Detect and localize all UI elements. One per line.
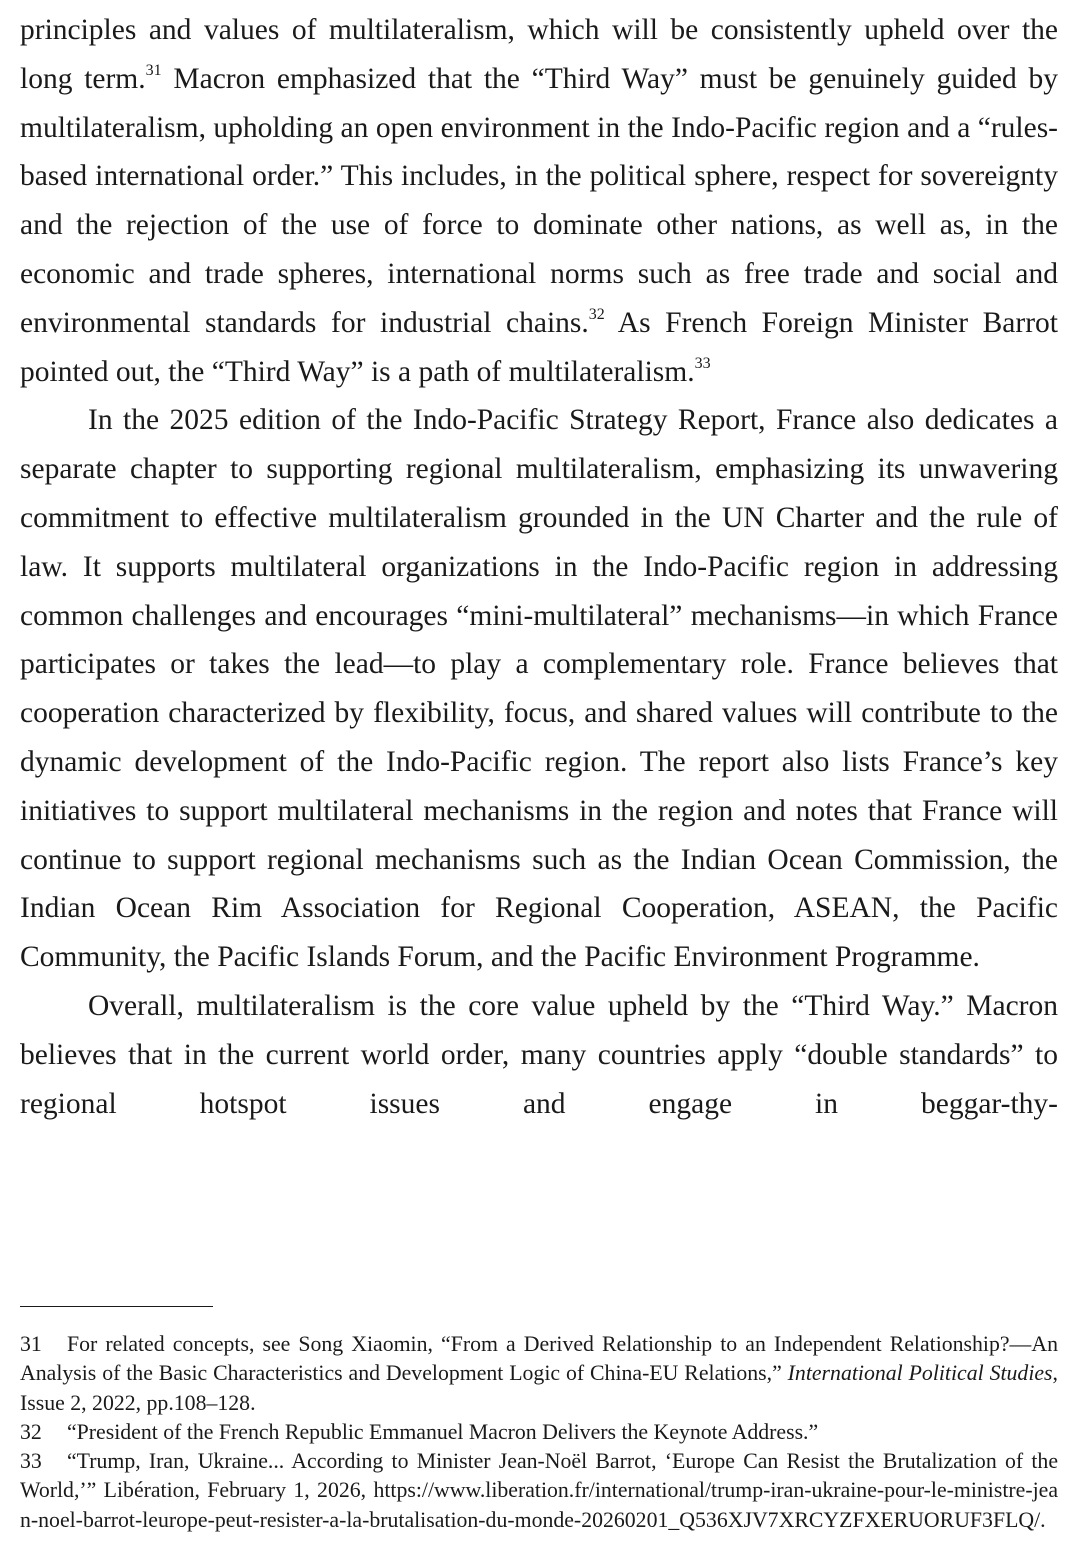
footnote-number: 31: [20, 1332, 42, 1356]
paragraph-2: In the 2025 edition of the Indo-Pacific Strategy Report, France also dedicates a separate chapter to supporting regional multilateralism, emphasizing its unwavering commitment to effective multilateralism grounded in the UN Charter and the rule of law. It supports multilateral organizations in the Indo-Pacific region in addressing common challenges and encourages “mini-multilateral” mechanisms—in which France participates or takes the lead—to play a complementary role. France believes that cooperation characterized by flexibility, focus, and shared values will contribute to the dynamic development of the Indo-Pacific region. The report also lists France’s key initiatives to support multilateral mechanisms in the region and notes that France will continue to support regional mechanisms such as the Indian Ocean Commission, the Indian Ocean Rim Association for Regional Cooperation, ASEAN, the Pacific Community, the Pacific Islands Forum, and the Pacific Environment Programme.: [20, 404, 1058, 974]
paragraph-3: Overall, multilateralism is the core value upheld by the “Third Way.” Macron believes that in the current world order, many countries apply “double standards” to regional hotspot issues and engage in beggar-thy-: [20, 989, 1058, 1120]
footnote-33: [20, 1447, 1058, 1535]
footnote-text: “Trump, Iran, Ukraine... According to Minister Jean-Noël Barrot, ‘Europe Can Resist the Brutalization of the World,’” Libération, February 1, 2026,: [20, 1449, 1058, 1503]
body-text: [20, 6, 1058, 1128]
footnote-31: [20, 1330, 1058, 1418]
footnote-number: 33: [20, 1449, 42, 1474]
paragraph-1-text-b: Macron emphasized that the “Third Way” must be genuinely guided by multilateralism, upholding an open environment in the Indo-Pacific region and a “rules-based international order.” This includes, in the political sphere, respect for sovereignty and the rejection of the use of force to dominate other nations, as well as, in the economic and trade spheres, international norms such as free trade and social and environmental standards for industrial chains.: [20, 62, 1058, 339]
paragraph-1-text-c: As French Foreign Minister Barrot pointed out, the “Third Way” is a path of multilateralism.: [20, 306, 1058, 388]
footnote-ref-31[interactable]: 31: [145, 61, 162, 79]
footnote-text: For related concepts, see Song Xiaomin, “From a Derived Relationship to an Independent Relationship?—An Analysis of the Basic Characteristics and Development Logic of China-EU Relations,”: [20, 1332, 1058, 1386]
footnote-ref-32[interactable]: 32: [588, 305, 605, 323]
footnote-text: “President of the French Republic Emmanuel Macron Delivers the Keynote Address.”: [67, 1419, 819, 1444]
footnote-32: [20, 1418, 1058, 1447]
footnote-journal-title: International Political Studies: [787, 1361, 1053, 1386]
paragraph-1-text-a: principles and values of multilateralism, which will be consistently upheld over the long term.: [20, 14, 1058, 95]
footnote-number: 32: [20, 1419, 42, 1444]
footnote-text: , Issue 2, 2022, pp.108–128.: [20, 1361, 1058, 1415]
footnotes: [20, 1330, 1058, 1535]
footnote-separator: [20, 1306, 213, 1307]
footnote-ref-33[interactable]: 33: [694, 354, 711, 372]
paragraph-1: [20, 6, 1058, 396]
footnote-url-link[interactable]: https://www.liberation.fr/international/trump-iran-ukraine-pour-le-ministre-jean-noel-barrot-leurope-peut-resister-a-la-brutalisation-du-monde-20260201_Q536XJV7XRCYZFXERUORUF3FLQ/.: [20, 1478, 1058, 1532]
